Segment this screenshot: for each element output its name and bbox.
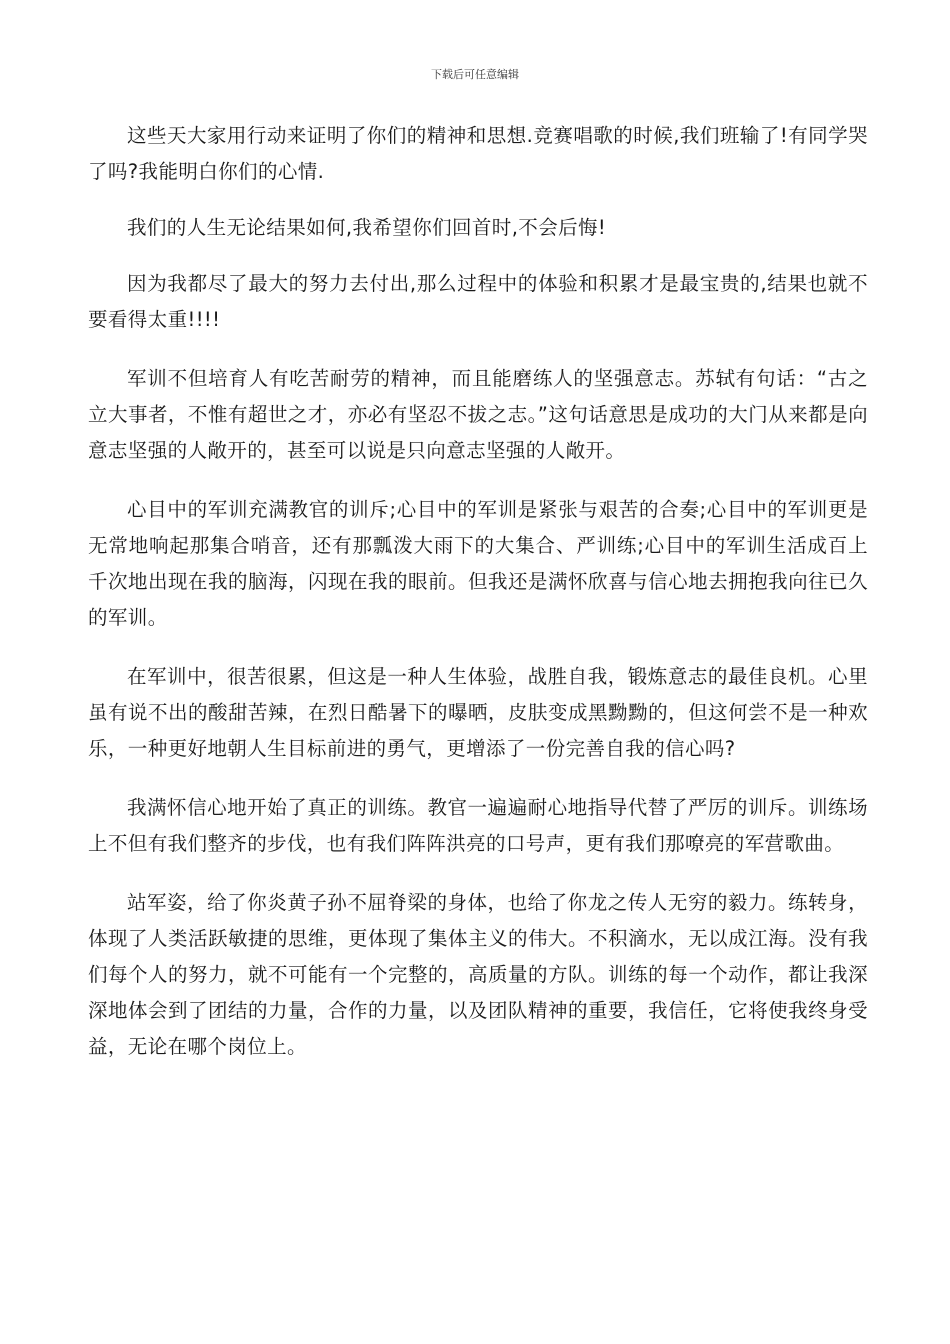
page-header: 下载后可任意编辑: [431, 68, 519, 81]
paragraph: 心目中的军训充满教官的训斥;心目中的军训是紧张与艰苦的合奏;心目中的军训更是无常地响起那集合哨音，还有那瓢泼大雨下的大集合、严训练;心目中的军训生活成百上千次地出现在我的脑海，闪现在我的眼前。但我还是满怀欣喜与信心地去拥抱我向往已久的军训。: [88, 498, 868, 629]
paragraph: 站军姿，给了你炎黄子孙不屈脊梁的身体，也给了你龙之传人无穷的毅力。练转身，体现了人类活跃敏捷的思维，更体现了集体主义的伟大。不积滴水，无以成江海。没有我们每个人的努力，就不可能有一个完整的，高质量的方队。训练的每一个动作，都让我深深地体会到了团结的力量，合作的力量，以及团队精神的重要，我信任，它将使我终身受益，无论在哪个岗位上。: [88, 891, 868, 1058]
paragraph: 军训不但培育人有吃苦耐劳的精神，而且能磨练人的坚强意志。苏轼有句话：“古之立大事者，不惟有超世之才，亦必有坚忍不拔之志。”这句话意思是成功的大门从来都是向意志坚强的人敞开的，甚至可以说是只向意志坚强的人敞开。: [88, 367, 868, 462]
paragraph: 我们的人生无论结果如何,我希望你们回首时,不会后悔!: [127, 216, 607, 239]
document-body: [88, 118, 868, 1088]
paragraph: 因为我都尽了最大的努力去付出,那么过程中的体验和积累才是最宝贵的,结果也就不要看得太重!!!!: [88, 272, 868, 331]
paragraph: 在军训中，很苦很累，但这是一种人生体验，战胜自我，锻炼意志的最佳良机。心里虽有说不出的酸甜苦辣，在烈日酷暑下的曝晒，皮肤变成黑黝黝的，但这何尝不是一种欢乐，一种更好地朝人生目标前进的勇气，更增添了一份完善自我的信心吗?: [88, 665, 868, 760]
paragraph: 这些天大家用行动来证明了你们的精神和思想.竞赛唱歌的时候,我们班输了!有同学哭了吗?我能明白你们的心情.: [88, 124, 868, 183]
paragraph: 我满怀信心地开始了真正的训练。教官一遍遍耐心地指导代替了严厉的训斥。训练场上不但有我们整齐的步伐，也有我们阵阵洪亮的口号声，更有我们那嘹亮的军营歌曲。: [88, 796, 868, 855]
